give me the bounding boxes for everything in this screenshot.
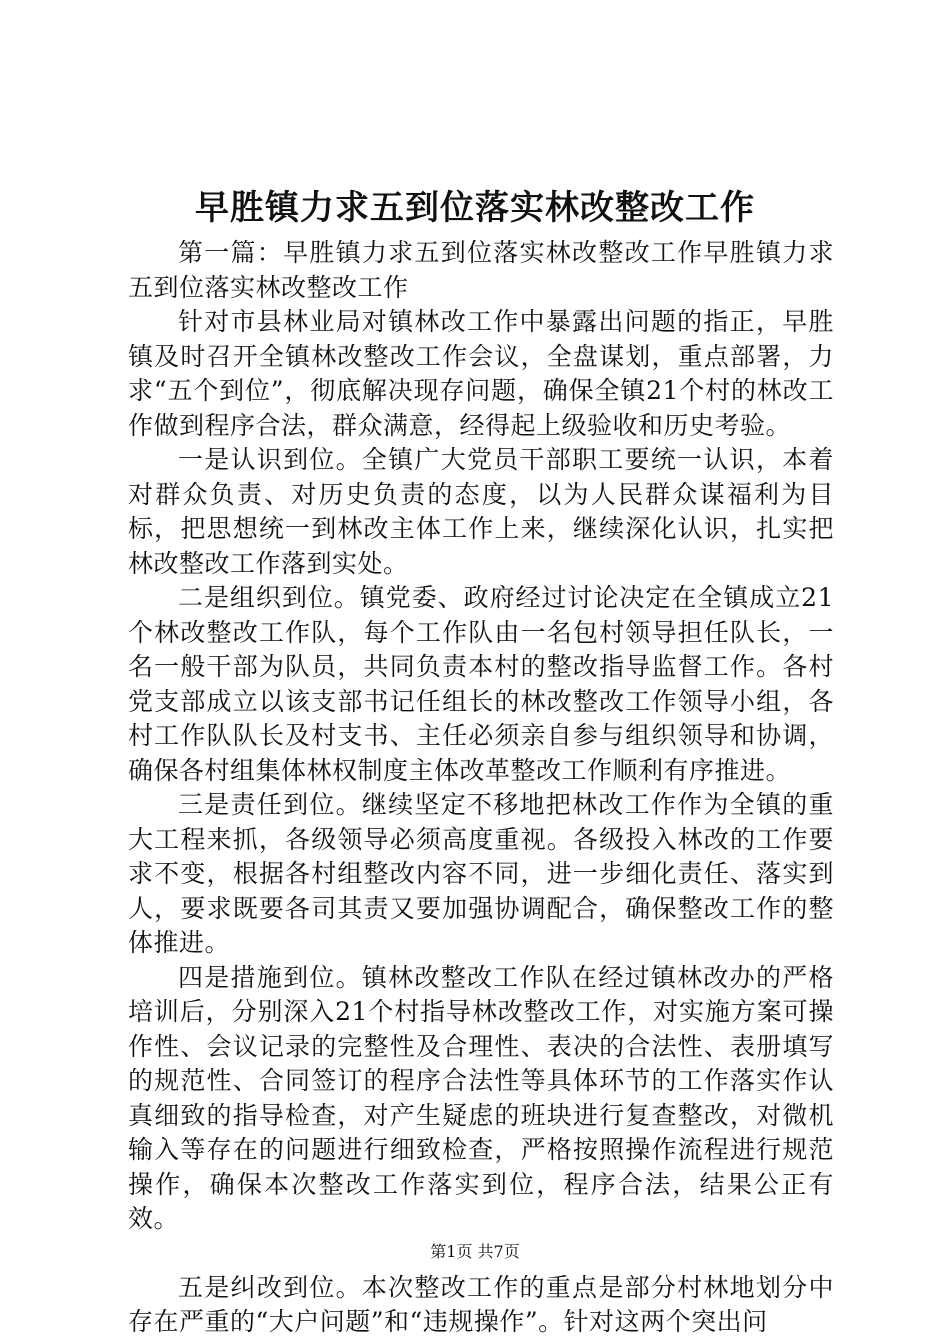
document-body [128, 236, 834, 1340]
page-number-footer: 第1页 共7页 [430, 1242, 520, 1261]
paragraph-point-1: 一是认识到位。全镇广大党员干部职工要统一认识，本着对群众负责、对历史负责的态度，以为人民群众谋福利为目标，把思想统一到林改主体工作上来，继续深化认识，扎实把林改整改工作落到实处。 [128, 445, 834, 578]
paragraph-intro: 第一篇：早胜镇力求五到位落实林改整改工作早胜镇力求五到位落实林改整改工作 [128, 238, 834, 302]
paragraph-point-5: 五是纠改到位。本次整改工作的重点是部分村林地划分中存在严重的“大户问题”和“违规操作”。针对这两个突出问 [128, 1272, 834, 1336]
paragraph-point-2: 二是组织到位。镇党委、政府经过讨论决定在全镇成立21个林改整改工作队，每个工作队由一名包村领导担任队长，一名一般干部为队员，共同负责本村的整改指导监督工作。各村党支部成立以该支部书记任组长的林改整改工作领导小组，各村工作队队长及村支书、主任必须亲自参与组织领导和协调，确保各村组集体林权制度主体改革整改工作顺利有序推进。 [128, 583, 834, 785]
paragraph-overview: 针对市县林业局对镇林改工作中暴露出问题的指正，早胜镇及时召开全镇林改整改工作会议，全盘谋划，重点部署，力求“五个到位”，彻底解决现存问题，确保全镇21个村的林改工作做到程序合法，群众满意，经得起上级验收和历史考验。 [128, 307, 834, 440]
paragraph-point-4: 四是措施到位。镇林改整改工作队在经过镇林改办的严格培训后，分别深入21个村指导林改整改工作，对实施方案可操作性、会议记录的完整性及合理性、表决的合法性、表册填写的规范性、合同签订的程序合法性等具体环节的工作落实作认真细致的指导检查，对产生疑虑的班块进行复查整改，对微机输入等存在的问题进行细致检查，严格按照操作流程进行规范操作，确保本次整改工作落实到位，程序合法，结果公正有效。 [128, 962, 834, 1233]
paragraph-point-3: 三是责任到位。继续坚定不移地把林改工作作为全镇的重大工程来抓，各级领导必须高度重视。各级投入林改的工作要求不变，根据各村组整改内容不同，进一步细化责任、落实到人，要求既要各司其责又要加强协调配合，确保整改工作的整体推进。 [128, 790, 834, 957]
document-title: 早胜镇力求五到位落实林改整改工作 [195, 188, 755, 228]
